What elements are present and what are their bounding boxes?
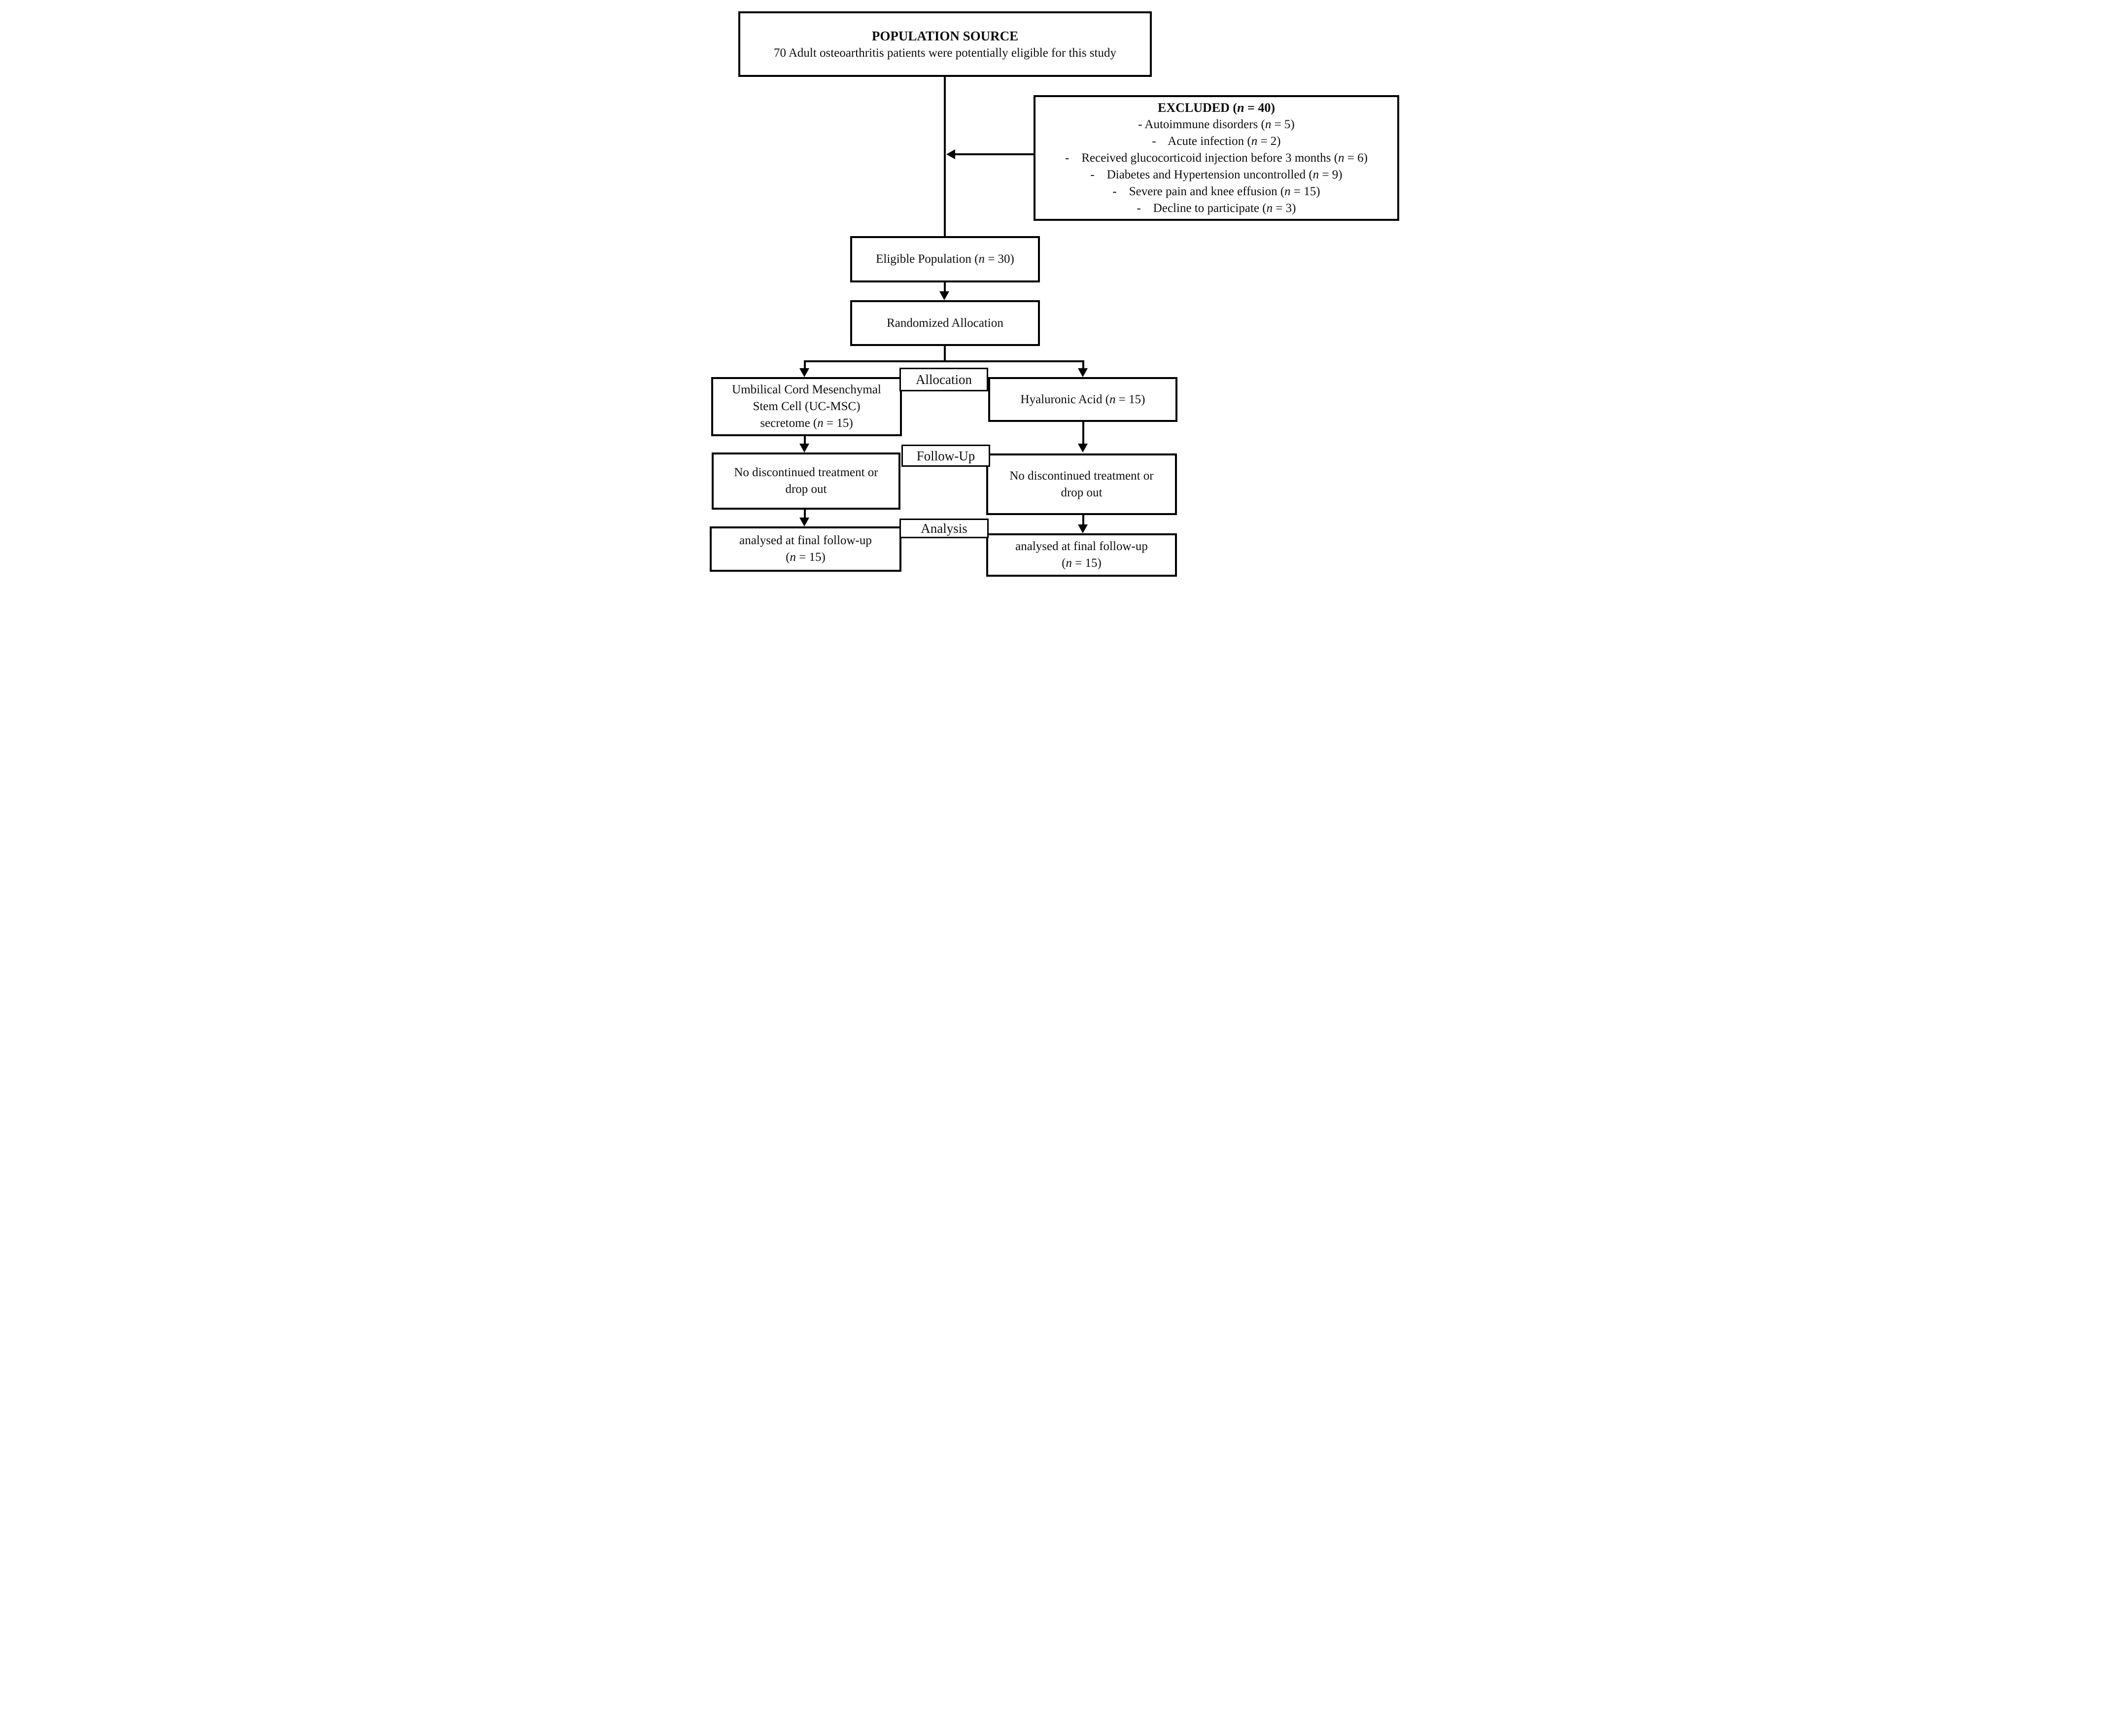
connector-branch-horizontal: [804, 360, 1084, 362]
ucmsc-followup-line2: drop out: [785, 483, 827, 496]
excluded-box: [1034, 95, 1399, 221]
arrowhead-down-icon: [799, 368, 809, 377]
ucmsc-followup-box: [712, 452, 900, 510]
connector-left-arm-followup: [804, 436, 806, 444]
arrowhead-down-icon: [1078, 368, 1088, 377]
followup-stage-label: [901, 445, 990, 467]
hyaluronic-acid-arm-label: Hyaluronic Acid (n = 15): [1020, 392, 1145, 406]
excluded-item: - Diabetes and Hypertension uncontrolled (n = 9): [1090, 168, 1343, 181]
connector-right-followup-analysis: [1082, 515, 1084, 525]
ucmsc-analysis-line2: (n = 15): [786, 551, 826, 564]
connector-main-vertical: [944, 77, 946, 236]
excluded-item: - Severe pain and knee effusion (n = 15): [1112, 185, 1320, 198]
arrowhead-down-icon: [939, 291, 949, 300]
arrowhead-left-icon: [946, 149, 955, 159]
excluded-item: - Received glucocorticoid injection before 3 months (n = 6): [1065, 151, 1368, 165]
population-source-subtitle: 70 Adult osteoarthritis patients were potentially eligible for this study: [773, 46, 1117, 60]
arrowhead-down-icon: [1078, 524, 1088, 533]
ucmsc-arm-box: [711, 377, 902, 436]
allocation-stage-text: Allocation: [916, 372, 972, 387]
excluded-header: EXCLUDED (n = 40): [1157, 101, 1276, 115]
connector-branch-right-drop: [1082, 360, 1084, 369]
followup-stage-text: Follow-Up: [916, 448, 975, 463]
randomized-allocation-label: Randomized Allocation: [887, 316, 1003, 330]
allocation-stage-label: [899, 368, 988, 391]
population-source-title: POPULATION SOURCE: [871, 28, 1019, 43]
excluded-item: - Decline to participate (n = 3): [1137, 202, 1296, 215]
randomized-allocation-box: [850, 300, 1040, 346]
eligible-population-label: Eligible Population (n = 30): [876, 252, 1014, 266]
ucmsc-arm-line1: Umbilical Cord Mesenchymal: [732, 383, 881, 396]
analysis-stage-text: Analysis: [921, 521, 967, 536]
analysis-stage-label: [899, 519, 989, 538]
connector-randomized-branch: [944, 346, 946, 360]
ha-analysis-line2: (n = 15): [1062, 556, 1102, 570]
connector-right-arm-followup: [1082, 422, 1084, 444]
hyaluronic-acid-arm-box: [988, 377, 1177, 422]
study-flow-diagram: [701, 0, 1403, 579]
ha-followup-line1: No discontinued treatment or: [1009, 469, 1154, 483]
population-source-box: [738, 11, 1152, 77]
ha-analysis-line1: analysed at final follow-up: [1015, 540, 1148, 553]
arrowhead-down-icon: [1078, 444, 1088, 452]
excluded-item: - Autoimmune disorders (n = 5): [1138, 118, 1295, 131]
excluded-item: - Acute infection (n = 2): [1152, 135, 1281, 148]
arrowhead-down-icon: [799, 518, 809, 526]
ucmsc-arm-line3: secretome (n = 15): [760, 417, 853, 430]
connector-eligible-randomized: [944, 282, 946, 292]
eligible-population-box: [850, 236, 1040, 282]
ucmsc-followup-line1: No discontinued treatment or: [734, 466, 878, 479]
connector-left-followup-analysis: [804, 510, 806, 518]
hyaluronic-acid-analysis-box: [986, 533, 1177, 577]
arrowhead-down-icon: [799, 444, 809, 452]
connector-excluded-horizontal: [954, 153, 1034, 155]
ucmsc-arm-line2: Stem Cell (UC-MSC): [753, 400, 861, 413]
ucmsc-analysis-box: [710, 526, 901, 572]
connector-branch-left-drop: [804, 360, 806, 369]
hyaluronic-acid-followup-box: [986, 453, 1177, 515]
ha-followup-line2: drop out: [1061, 486, 1103, 499]
ucmsc-analysis-line1: analysed at final follow-up: [739, 534, 872, 547]
